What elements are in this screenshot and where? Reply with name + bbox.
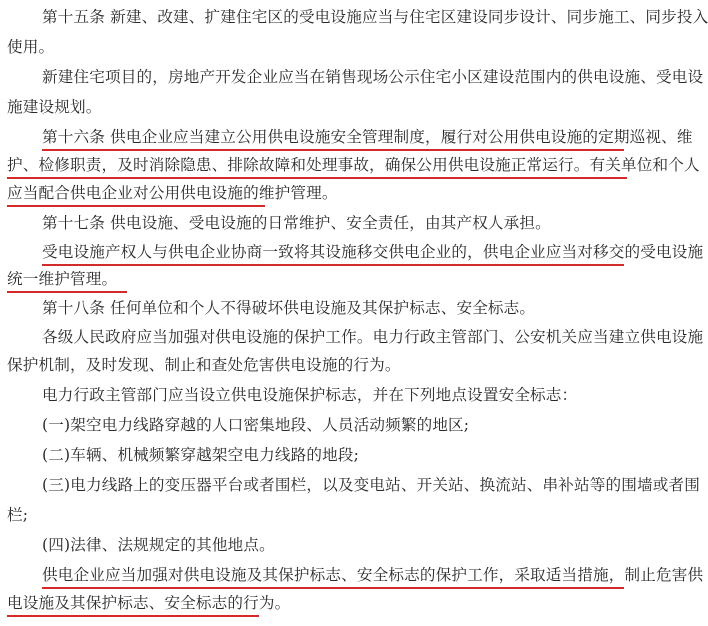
red-underline	[42, 264, 624, 266]
text-line: (一)架空电力线路穿越的人口密集地段、人员活动频繁的地区;	[42, 416, 470, 434]
red-underline	[7, 615, 259, 617]
text-line: 电设施及其保护标志、安全标志的行为。	[7, 594, 291, 612]
text-line: 栏;	[7, 506, 29, 524]
text-line: 各级人民政府应当加强对供电设施的保护工作。电力行政主管部门、公安机关应当建立供电设施	[42, 328, 704, 346]
text-line: 电力行政主管部门应当设立供电设施保护标志，并在下列地点设置安全标志：	[42, 386, 578, 404]
text-line: 护、检修职责，及时消除隐患、排除故障和处理事故，确保公用供电设施正常运行。有关单位和个人	[7, 156, 700, 174]
text-line: (二)车辆、机械频繁穿越架空电力线路的地段;	[42, 446, 360, 464]
red-underline	[7, 205, 265, 207]
text-line: 施建设规划。	[7, 98, 102, 116]
red-underline	[7, 291, 127, 293]
text-line: 统一维护管理。	[7, 270, 118, 288]
text-line: 保护机制，及时发现、制止和查处危害供电设施的行为。	[7, 356, 401, 374]
text-line: 第十六条 供电企业应当建立公用供电设施安全管理制度，履行对公用供电设施的定期巡视、维	[42, 128, 693, 146]
red-underline	[7, 177, 627, 179]
red-underline	[42, 149, 624, 151]
text-line: (四)法律、法规规定的其他地点。	[42, 536, 275, 554]
red-underline	[42, 587, 624, 589]
text-line: (三)电力线路上的变压器平台或者围栏，以及变电站、开关站、换流站、串补站等的围墙或者围	[42, 476, 700, 494]
text-line: 使用。	[7, 38, 55, 56]
text-line: 应当配合供电企业对公用供电设施的维护管理。	[7, 184, 338, 202]
text-line: 第十八条 任何单位和个人不得破坏供电设施及其保护标志、安全标志。	[42, 299, 536, 317]
text-line: 第十五条 新建、改建、扩建住宅区的受电设施应当与住宅区建设同步设计、同步施工、同步投入	[42, 8, 708, 26]
text-line: 新建住宅项目的，房地产开发企业应当在销售现场公示住宅小区建设范围内的供电设施、受电设	[42, 68, 704, 86]
text-line: 供电企业应当加强对供电设施及其保护标志、安全标志的保护工作，采取适当措施，制止危害供	[42, 566, 704, 584]
text-line: 受电设施产权人与供电企业协商一致将其设施移交供电企业的，供电企业应当对移交的受电设施	[42, 243, 704, 261]
text-line: 第十七条 供电设施、受电设施的日常维护、安全责任，由其产权人承担。	[42, 214, 551, 232]
